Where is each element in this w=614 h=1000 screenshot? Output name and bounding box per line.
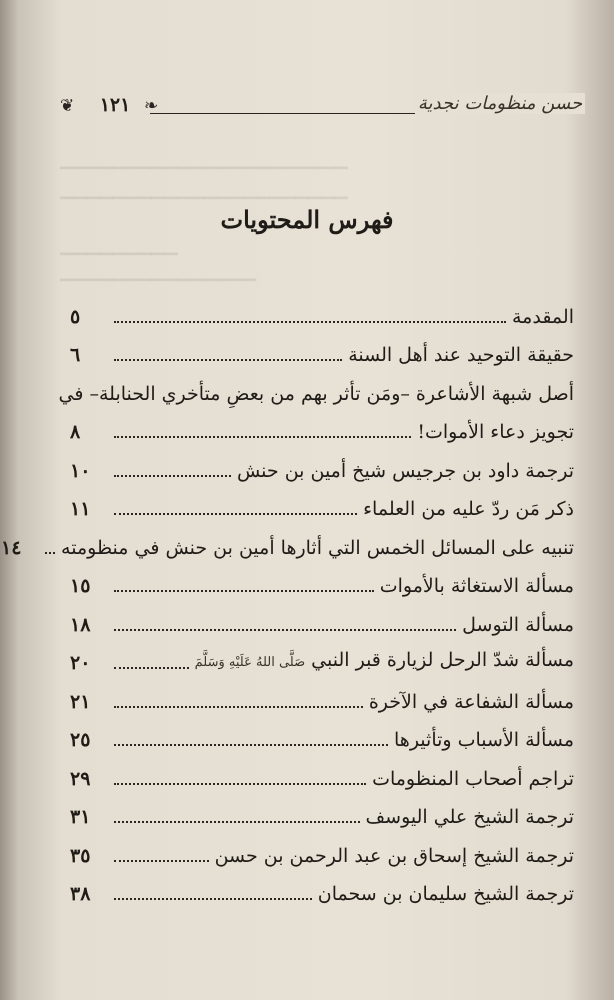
bleed-through-line: ▁▁▁▁▁▁▁▁▁	[60, 236, 178, 256]
entry-title: ترجمة الشيخ إسحاق بن عبد الرحمن بن حسن	[214, 844, 574, 867]
toc-entry[interactable]	[1, 521, 574, 560]
dot-leader	[114, 475, 231, 477]
entry-page-number: ٢٠	[70, 652, 91, 674]
bleed-through-line: ▁▁▁▁▁▁▁▁▁▁▁▁▁▁▁▁▁▁▁▁▁▁	[60, 180, 348, 200]
entry-page-number: ٣٥	[70, 844, 91, 867]
dot-leader	[114, 359, 342, 361]
entry-title-line1: أصل شبهة الأشاعرة –ومَن تأثر بهم من بعضِ متأخري الحنابلة– في	[58, 382, 574, 405]
toc-entry[interactable]	[70, 637, 574, 676]
entry-title: مسألة التوسل	[462, 613, 574, 636]
entry-title: ترجمة داود بن جرجيس شيخ أمين بن حنش	[236, 459, 574, 482]
dot-leader	[114, 898, 312, 900]
honorific-text: صَلَّى اللهُ عَلَيْهِ وَسَلَّمَ	[194, 655, 306, 670]
dot-leader	[114, 821, 360, 823]
entry-page-number: ١٤	[1, 536, 22, 559]
entry-title: تنبيه على المسائل الخمس التي أثارها أمين بن حنش في منظومته	[61, 536, 574, 559]
toc-entry[interactable]	[70, 714, 574, 753]
toc-entry[interactable]	[70, 868, 574, 907]
entry-title: مسألة الأسباب وتأثيرها	[394, 729, 574, 751]
toc-entry[interactable]	[70, 598, 574, 637]
entry-page-number: ١٥	[70, 575, 91, 597]
entry-title: تراجم أصحاب المنظومات	[372, 767, 574, 790]
entry-page-number: ٣١	[70, 806, 91, 828]
dot-leader	[114, 436, 411, 438]
ornament-right-icon: ❧	[144, 96, 159, 116]
bleed-through-line: ▁▁▁▁▁▁▁▁▁▁▁▁▁▁▁▁▁▁▁▁▁▁	[60, 150, 348, 170]
entry-title: حقيقة التوحيد عند أهل السنة	[348, 344, 574, 366]
dot-leader	[114, 667, 189, 669]
entry-title: ذكر مَن ردّ عليه من العلماء	[363, 498, 574, 520]
toc-list	[1, 290, 574, 906]
dot-leader	[45, 552, 55, 554]
entry-page-number: ٣٨	[70, 883, 91, 905]
toc-entry[interactable]	[70, 444, 574, 483]
entry-page-number: ١٠	[70, 459, 91, 482]
dot-leader	[114, 744, 388, 746]
ornament-left-icon: ❦	[60, 96, 75, 116]
entry-title	[195, 648, 574, 675]
page-number: ١٢١	[99, 94, 131, 116]
entry-page-number: ٢٥	[70, 729, 91, 751]
entry-page-number: ٨	[70, 421, 81, 443]
toc-entry[interactable]	[70, 290, 574, 329]
toc-entry[interactable]	[70, 791, 574, 830]
toc-entry[interactable]	[70, 406, 574, 445]
dot-leader	[114, 590, 374, 592]
entry-title: ترجمة الشيخ علي اليوسف	[365, 806, 574, 828]
toc-entry[interactable]	[70, 752, 574, 791]
entry-title: ترجمة الشيخ سليمان بن سحمان	[317, 883, 574, 905]
entry-title: المقدمة	[511, 305, 574, 328]
toc-title: فهرس المحتويات	[220, 205, 394, 234]
entry-page-number: ١٨	[70, 613, 91, 636]
dot-leader	[114, 513, 357, 515]
entry-page-number: ٥	[70, 305, 81, 328]
toc-entry[interactable]	[70, 560, 574, 599]
toc-entry[interactable]	[70, 829, 574, 868]
bleed-through-line: ▁▁▁▁▁▁▁▁▁▁▁▁▁▁▁	[60, 262, 257, 282]
toc-entry[interactable]	[70, 329, 574, 368]
dot-leader	[114, 860, 209, 862]
entry-title-text: مسألة شدّ الرحل لزيارة قبر النبي	[311, 649, 574, 671]
dot-leader	[114, 783, 366, 785]
toc-entry[interactable]	[70, 483, 574, 522]
entry-page-number: ٦	[70, 344, 81, 366]
dot-leader	[114, 706, 363, 708]
running-title: حسن منظومات نجدية	[415, 93, 585, 114]
entry-page-number: ١١	[70, 498, 91, 520]
entry-title: مسألة الاستغاثة بالأموات	[379, 575, 574, 597]
entry-page-number: ٢٩	[70, 767, 91, 790]
entry-page-number: ٢١	[70, 690, 91, 713]
entry-title: مسألة الشفاعة في الآخرة	[368, 690, 574, 713]
dot-leader	[114, 629, 456, 631]
toc-entry[interactable]	[70, 675, 574, 714]
entry-title: تجويز دعاء الأموات!	[417, 421, 574, 443]
dot-leader	[114, 321, 506, 323]
